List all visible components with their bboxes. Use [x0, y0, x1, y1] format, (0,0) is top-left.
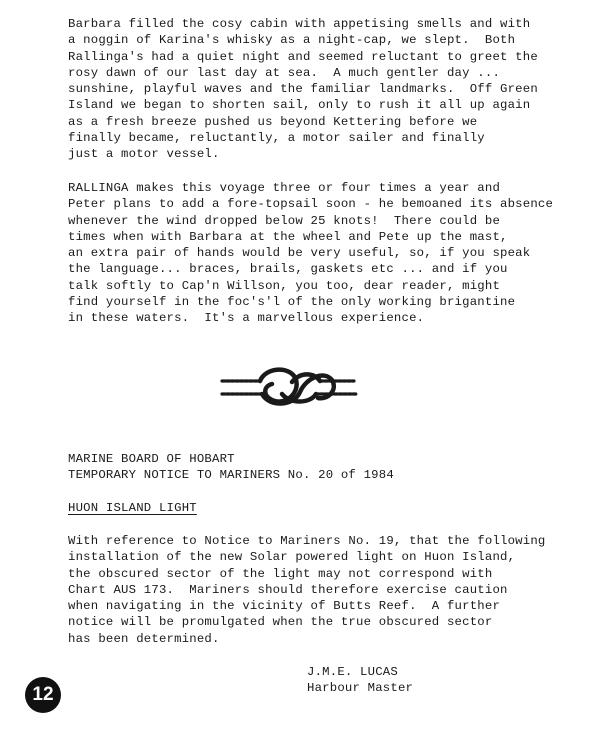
text-line: just a motor vessel.: [68, 147, 220, 162]
notice-header: [68, 451, 394, 484]
heading-text: HUON ISLAND LIGHT: [68, 501, 197, 515]
text-line: sunshine, playful waves and the familiar landmarks. Off Green: [68, 82, 538, 97]
reef-knot-icon: [220, 364, 360, 408]
text-line: in these waters. It's a marvellous experience.: [68, 311, 425, 326]
text-line: the obscured sector of the light may not correspond with: [68, 566, 493, 581]
signatory-name: J.M.E. LUCAS: [307, 665, 398, 679]
notice-body: [68, 533, 546, 647]
signature-block: [307, 664, 413, 697]
text-line: Chart AUS 173. Mariners should therefore exercise caution: [68, 582, 508, 597]
story-paragraph-2: [68, 180, 553, 327]
text-line: the language... braces, brails, gaskets etc ... and if you: [68, 262, 508, 277]
text-line: has been determined.: [68, 631, 220, 646]
signatory-role: Harbour Master: [307, 681, 414, 696]
text-line: whenever the wind dropped below 25 knots! There could be: [68, 213, 501, 228]
text-line: RALLINGA makes this voyage three or four times a year and: [68, 181, 501, 195]
text-line: Rallinga's had a quiet night and seemed reluctant to greet the: [68, 49, 538, 64]
text-line: when navigating in the vicinity of Butts Reef. A further: [68, 599, 501, 614]
text-line: as a fresh breeze pushed us beyond Kettering before we: [68, 114, 478, 129]
text-line: talk softly to Cap'n Willson, you too, dear reader, might: [68, 278, 501, 293]
text-line: an extra pair of hands would be very useful, so, if you speak: [68, 246, 531, 261]
text-line: Barbara filled the cosy cabin with appetising smells and with: [68, 17, 531, 31]
text-line: installation of the new Solar powered light on Huon Island,: [68, 550, 516, 565]
text-line: Peter plans to add a fore-topsail soon - he bemoaned its absence: [68, 197, 554, 212]
text-line: finally became, reluctantly, a motor sailer and finally: [68, 131, 485, 146]
text-line: rosy dawn of our last day at sea. A much gentler day ...: [68, 65, 501, 80]
text-line: times when with Barbara at the wheel and Pete up the mast,: [68, 229, 508, 244]
page-number-badge: 12: [25, 677, 61, 713]
text-line: notice will be promulgated when the true obscured sector: [68, 615, 493, 630]
huon-island-light-heading: [68, 500, 197, 516]
text-line: find yourself in the foc's'l of the only working brigantine: [68, 295, 516, 310]
text-line: Island we began to shorten sail, only to rush it all up again: [68, 98, 531, 113]
text-line: a noggin of Karina's whisky as a night-cap, we slept. Both: [68, 33, 516, 48]
marine-board-title: MARINE BOARD OF HOBART: [68, 452, 235, 466]
text-line: With reference to Notice to Mariners No. 19, that the following: [68, 534, 546, 548]
story-paragraph-1: [68, 16, 538, 163]
notice-title: TEMPORARY NOTICE TO MARINERS No. 20 of 1984: [68, 468, 394, 483]
